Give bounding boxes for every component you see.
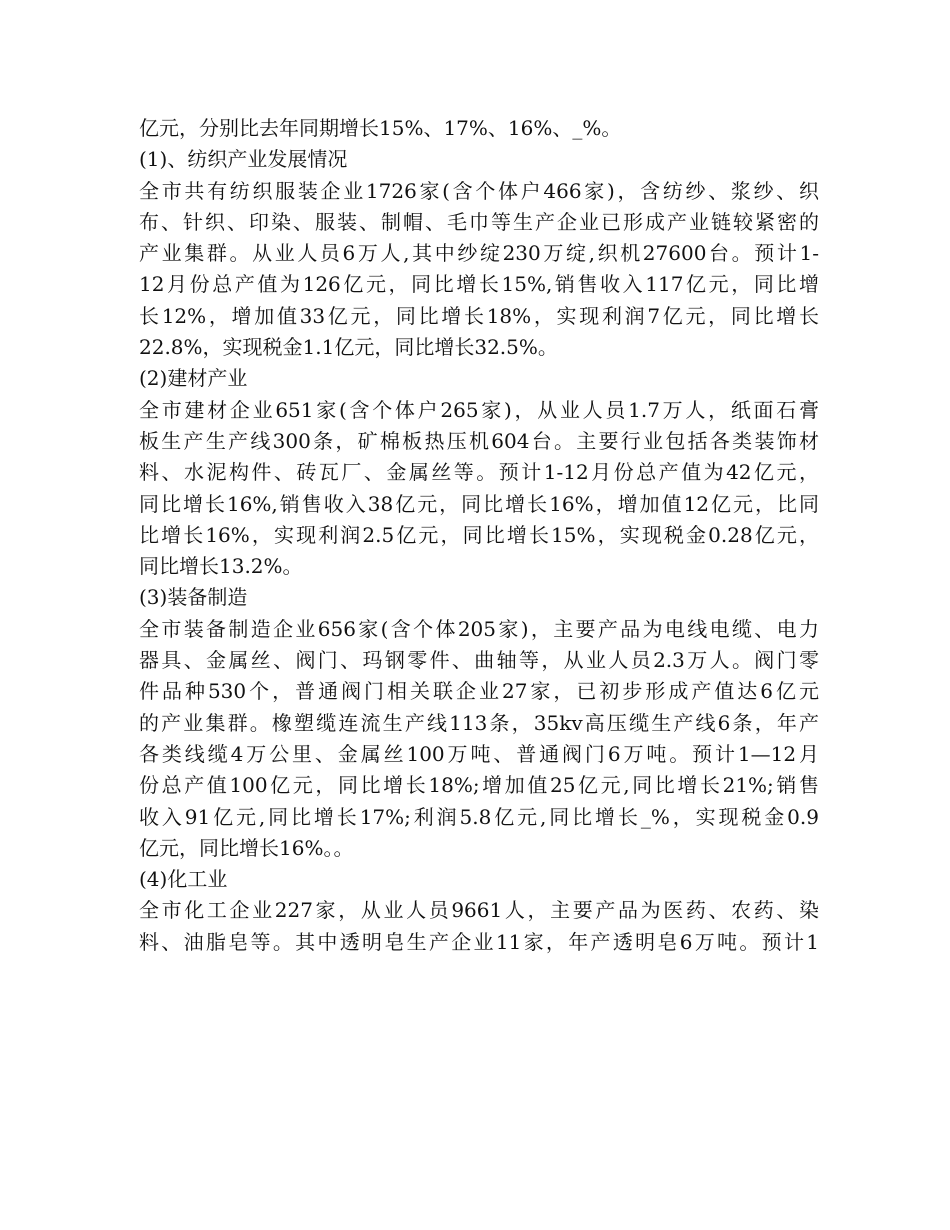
text-line: 器具、金属丝、阀门、玛钢零件、曲轴等，从业人员2.3万人。阀门零 (139, 648, 819, 673)
text-line: 的产业集群。橡塑缆连流生产线113条，35kv高压缆生产线6条，年产 (139, 710, 819, 735)
text-line: 布、针织、印染、服装、制帽、毛巾等生产企业已形成产业链较紧密的 (139, 209, 819, 234)
text-line: 亿元，同比增长16%。。 (139, 835, 354, 860)
text-line: 板生产生产线300条，矿棉板热压机604台。主要行业包括各类装饰材 (139, 428, 819, 453)
section-heading: (2)建材产业 (139, 366, 248, 391)
text-line: 收入91亿元,同比增长17%;利润5.8亿元,同比增长_%，实现税金0.9 (139, 804, 819, 829)
text-line: 料、油脂皂等。其中透明皂生产企业11家，年产透明皂6万吨。预计1 (139, 929, 819, 954)
text-line: 料、水泥构件、砖瓦厂、金属丝等。预计1-12月份总产值为42亿元， (139, 460, 819, 485)
text-line: 全市装备制造企业656家(含个体205家)，主要产品为电线电缆、电力 (139, 616, 819, 641)
text-line: 全市共有纺织服装企业1726家(含个体户466家)，含纺纱、浆纱、织 (139, 178, 819, 203)
text-line: 全市建材企业651家(含个体户265家)，从业人员1.7万人，纸面石膏 (139, 397, 819, 422)
text-line: 同比增长13.2%。 (139, 554, 303, 579)
text-line: 22.8%，实现税金1.1亿元，同比增长32.5%。 (139, 335, 558, 360)
text-line: 12月份总产值为126亿元，同比增长15%,销售收入117亿元，同比增 (139, 272, 819, 297)
text-line: 长12%，增加值33亿元，同比增长18%，实现利润7亿元，同比增长 (139, 303, 819, 328)
section-heading: (3)装备制造 (139, 585, 248, 610)
text-line: 比增长16%，实现利润2.5亿元，同比增长15%，实现税金0.28亿元， (139, 522, 819, 547)
section-heading: (1)、纺织产业发展情况 (139, 147, 348, 172)
text-line: 同比增长16%,销售收入38亿元，同比增长16%，增加值12亿元，比同 (139, 491, 819, 516)
text-line: 件品种530个，普通阀门相关联企业27家，已初步形成产值达6亿元 (139, 679, 819, 704)
text-line: 产业集群。从业人员6万人,其中纱绽230万绽,织机27600台。预计1- (139, 241, 819, 266)
document-page (139, 113, 819, 958)
text-line: 各类线缆4万公里、金属丝100万吨、普通阀门6万吨。预计1—12月 (139, 741, 819, 766)
text-line: 份总产值100亿元，同比增长18%;增加值25亿元,同比增长21%;销售 (139, 773, 819, 798)
section-heading: (4)化工业 (139, 867, 228, 892)
text-line: 全市化工企业227家，从业人员9661人，主要产品为医药、农药、染 (139, 898, 819, 923)
text-line: 亿元，分别比去年同期增长15%、17%、16%、_%。 (139, 116, 622, 140)
